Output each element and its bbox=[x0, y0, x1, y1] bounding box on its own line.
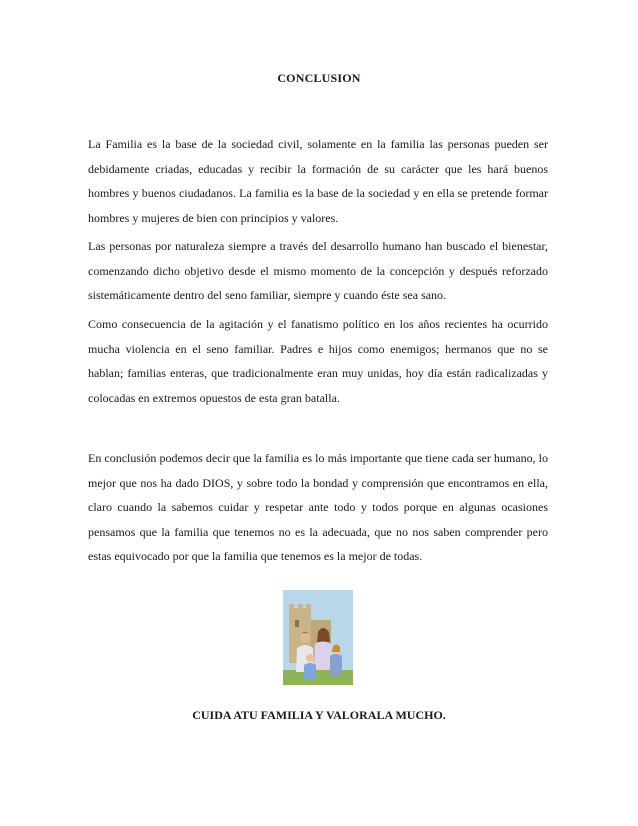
family-photo bbox=[283, 590, 353, 685]
document-title: CONCLUSION bbox=[277, 71, 361, 85]
paragraph-2: Las personas por naturaleza siempre a través del desarrollo humano han buscado el bienestar, comenzando dicho objetivo desde el mismo momento de la concepción y después reforzado sistemáticamente dentro del seno familiar, siempre y cuando éste sea sano. bbox=[88, 239, 548, 302]
paragraph-3: Como consecuencia de la agitación y el fanatismo político en los años recientes ha ocurrido mucha violencia en el seno familiar. Padres e hijos como enemigos; hermanos que no se hablan; familias enteras, que tradicionalmente eran muy unidas, hoy día están radicalizadas y colocadas en extremos opuestos de esta gran batalla. bbox=[88, 317, 548, 405]
paragraph-4: En conclusión podemos decir que la familia es lo más importante que tiene cada ser humano, lo mejor que nos ha dado DIOS, y sobre todo la bondad y comprensión que encontramos en ella, claro cuando la sabemos cuidar y respetar ante todo y todos porque en algunas ocasiones pensamos que la familia que tenemos no es la adecuada, que no nos saben comprender pero estas equivocado por que la familia que tenemos es la mejor de todas. bbox=[88, 451, 548, 563]
paragraph-1: La Familia es la base de la sociedad civil, solamente en la familia las personas pueden ser debidamente criadas, educadas y recibir la formación de su carácter que les hará buenos hombres y buenos ciudadanos. La familia es la base de la sociedad y en ella se pretende formar hombres y mujeres de bien con principios y valores. bbox=[88, 137, 548, 225]
family-photo-illustration bbox=[283, 590, 353, 685]
closing-line: CUIDA ATU FAMILIA Y VALORALA MUCHO. bbox=[192, 708, 446, 722]
